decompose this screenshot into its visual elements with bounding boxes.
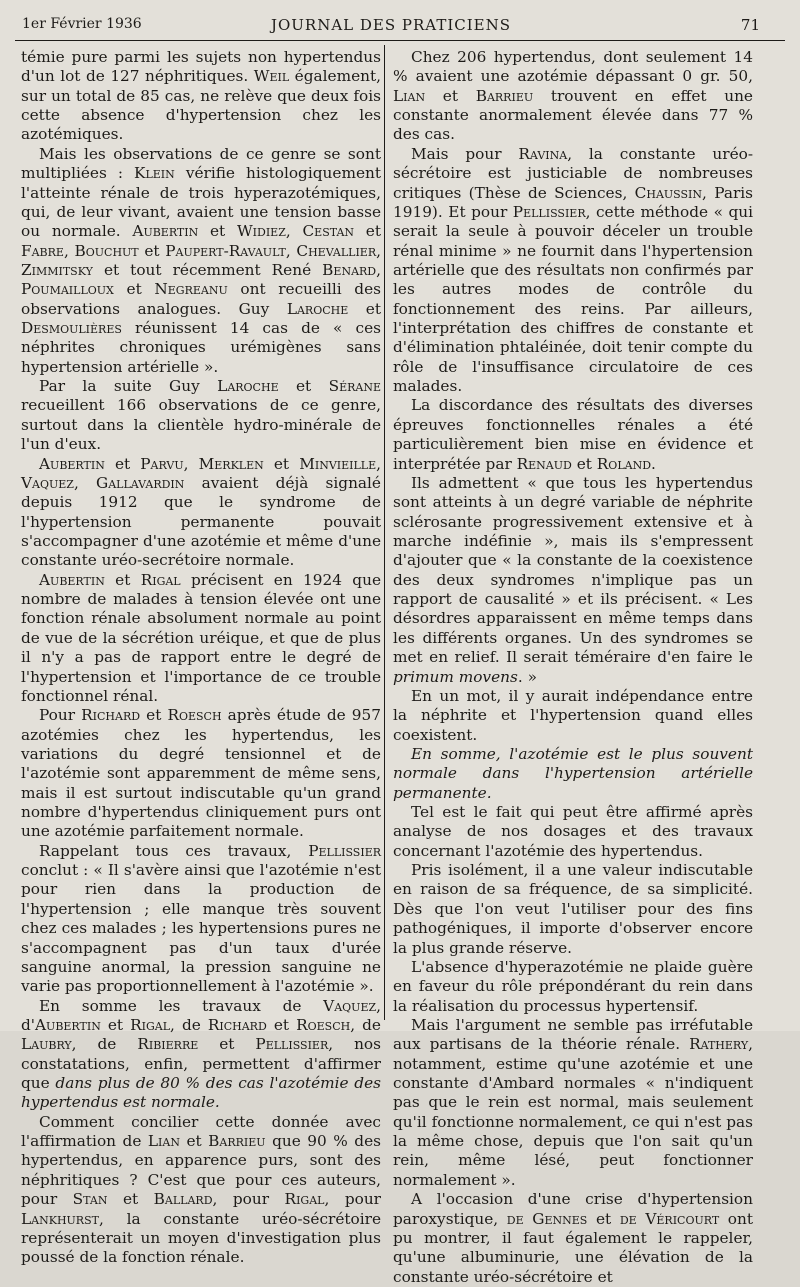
- text-run: et: [104, 570, 141, 589]
- paragraph: [393, 1190, 753, 1287]
- text-run: En un mot, il y aurait indépendance entre la néphrite et l'hypertension quand elles coexistent.: [393, 686, 753, 744]
- paragraph: [21, 706, 381, 842]
- text-run: L'absence d'hyperazotémie ne plaide guère en faveur du rôle prépondérant du rein dans la réalisation du processus hypertensif.: [393, 957, 753, 1015]
- emphasis-text: En somme, l'azotémie est le plus souvent normale dans l'hypertension artérielle permanente.: [393, 744, 753, 802]
- text-run: Pris isolément, il a une valeur indiscutable en raison de sa fréquence, de sa simplicité. Dès que l'on veut l'utiliser pour des fins pathogéniques, il importe d'observer encore la plus grande réserve.: [393, 861, 753, 957]
- author-name: Laroche: [286, 299, 349, 318]
- author-name: Rigal: [284, 1190, 325, 1209]
- emphasis-text: dans plus de 80 % des cas l'azotémie des hypertendus est normale.: [21, 1074, 381, 1112]
- text-run: ,: [73, 473, 97, 492]
- text-run: et: [140, 706, 168, 725]
- header-rule: [15, 40, 785, 41]
- text-run: , cette méthode « qui serait la seule à pouvoir déceler un trouble rénal minime » ne fournit dans l'hypertension artérielle que des résultats non confirmés par les autres modes de contrôle du fonctionnement des reins. Par ailleurs, l'interprétation des chiffres de constante et d'élimination phtaléinée, doit tenir compte du rôle de l'insuffisance circulatoire de ces malades.: [393, 202, 754, 396]
- paragraph: [21, 48, 381, 145]
- text-run: Pour: [39, 706, 82, 725]
- author-name: Stan: [72, 1190, 108, 1209]
- paragraph: [393, 803, 753, 861]
- text-run: , d': [21, 996, 381, 1034]
- paragraph: [21, 842, 381, 997]
- text-run: ont recueilli des observations analogues. Guy: [21, 280, 381, 318]
- text-run: et: [138, 241, 166, 260]
- author-name: Aubertin: [35, 1015, 101, 1034]
- text-run: Rappelant tous ces travaux,: [39, 841, 309, 860]
- text-run: ,: [376, 241, 381, 260]
- author-name: Gallavardin: [96, 473, 185, 492]
- author-name: Widiez: [236, 222, 286, 241]
- text-run: conclut : « Il s'avère ainsi que l'azotémie n'est pour rien dans la production de l'hypertension ; elle manque très souvent chez ces malades ; les hypertensions pures ne s'accompagnent pas d'un taux d'urée sanguine anormal, la pression sanguine ne varie pas proportionnellement à l'azotémie ».: [21, 861, 381, 996]
- paragraph: [21, 997, 381, 1113]
- text-run: et: [278, 377, 329, 396]
- author-name: de Véricourt: [619, 1209, 720, 1228]
- paragraph: [393, 396, 753, 473]
- text-run: Par la suite Guy: [39, 377, 218, 396]
- text-run: et: [587, 1209, 620, 1228]
- text-run: et: [113, 280, 155, 299]
- author-name: Sérane: [328, 377, 381, 396]
- author-name: Roesch: [167, 706, 222, 725]
- text-run: témie pure parmi les sujets non hypertendus d'un lot de 127 néphritiques.: [21, 48, 381, 86]
- journal-title: JOURNAL DES PRATICIENS: [270, 16, 512, 34]
- author-name: Pellissier: [512, 202, 586, 221]
- text-run: après étude de 957 azotémies chez les hypertendus, les variations du degré tensionnel et de l'azotémie sont apparemment de même sens, mais il est surtout indiscutable qu'un grand nombre d'hypertendus cliniquement purs ont une azotémie parfaitement normale.: [21, 706, 381, 841]
- text-run: ,: [183, 454, 199, 473]
- author-name: Paupert-Ravault: [165, 241, 286, 260]
- author-name: Ravina: [518, 144, 568, 163]
- author-name: Ballard: [153, 1190, 213, 1209]
- text-run: Mais pour: [411, 144, 519, 163]
- author-name: Richard: [81, 706, 141, 725]
- paragraph: [21, 1113, 381, 1268]
- author-name: Zimmitsky: [21, 260, 93, 279]
- text-run: La discordance des résultats des diverses épreuves fonctionnelles rénales a été particulièrement bien mise en évidence et interprétée par: [393, 396, 753, 473]
- text-run: trouvent en effet une constante anormalement élevée dans 77 % des cas.: [393, 86, 753, 144]
- paragraph: [21, 145, 381, 377]
- text-run: , notamment, estime qu'une azotémie et une constante d'Ambard normales « n'indiquent pas que le rein est normal, mais seulement qu'il fonctionne normalement, ce qui n'est pas la même chose, depuis que l'on sait qu'un rein, même lésé, peut fonctionner normalement ».: [393, 1035, 753, 1189]
- column-divider: [384, 45, 385, 1020]
- author-name: Minvieille: [299, 454, 377, 473]
- author-name: Richard: [207, 1015, 267, 1034]
- text-run: et: [348, 299, 382, 318]
- author-name: Barrieu: [475, 86, 534, 105]
- text-run: Mais l'argument ne semble pas irréfutable aux partisans de la théorie rénale.: [393, 1015, 753, 1054]
- author-name: Lankhurst: [21, 1209, 99, 1228]
- author-name: Pellissier: [255, 1035, 329, 1054]
- text-run: et: [425, 86, 476, 105]
- author-name: Roland: [596, 454, 652, 473]
- text-run: réunissent 14 cas de « ces néphrites chroniques urémigènes sans hypertension artérielle ».: [21, 319, 381, 376]
- author-name: Lian: [393, 86, 426, 105]
- author-name: Fabre: [21, 241, 64, 260]
- text-run: Mais les observations de ce genre se sont multipliées :: [21, 144, 381, 183]
- paragraph: [21, 571, 381, 707]
- text-run: et: [198, 222, 237, 241]
- text-run: , Paris 1919). Et pour: [393, 183, 753, 221]
- author-name: Chaussin: [634, 183, 703, 202]
- paragraph: [393, 958, 753, 1016]
- emphasis-text: primum movens: [393, 667, 518, 686]
- text-run: vérifie histologiquement l'atteinte rénale de trois hyperazotémiques, qui, de leur vivant, avaient une tension basse ou normale.: [21, 164, 381, 241]
- author-name: Ribierre: [137, 1035, 199, 1054]
- author-name: Vaquez: [323, 996, 377, 1015]
- text-run: Tel est le fait qui peut être affirmé après analyse de nos dosages et des travaux concernant l'azotémie des hypertendus.: [393, 803, 753, 860]
- text-run: , de: [71, 1035, 138, 1054]
- text-run: Ils admettent « que tous les hypertendus sont atteints à un degré variable de néphrite sclérosante progressivement extensive et à marche indéfinie », mais ils s'empressent d'ajouter que « la constante de la coexistence des deux syndromes n'implique pas un rapport de causalité » et ils précisent. « Les désordres apparaissent en même temps dans les différents organes. Un des syndromes se met en relief. Il serait téméraire d'en faire le: [393, 473, 753, 667]
- text-run: ,: [376, 454, 381, 473]
- author-name: Rathery: [689, 1035, 749, 1054]
- right-column: [393, 48, 753, 1287]
- author-name: Rigal: [140, 570, 181, 589]
- author-name: Pellissier: [308, 841, 381, 860]
- text-run: .: [651, 454, 656, 473]
- page-header: [22, 12, 760, 34]
- text-run: . »: [517, 667, 537, 686]
- author-name: Roesch: [296, 1015, 351, 1034]
- author-name: Parvu: [140, 454, 184, 473]
- author-name: Aubertin: [39, 454, 105, 473]
- paragraph: [21, 377, 381, 454]
- text-run: , la constante uréo-sécrétoire est justiciable de nombreuses critiques (Thèse de Sciences,: [393, 144, 754, 202]
- text-run: et: [100, 1015, 131, 1034]
- text-run: , de: [170, 1015, 208, 1034]
- text-run: ,: [376, 260, 381, 279]
- text-run: , pour: [212, 1190, 285, 1209]
- paragraph: [393, 1016, 753, 1190]
- text-run: Comment concilier cette donnée avec l'affirmation de: [21, 1112, 381, 1151]
- text-run: et: [198, 1035, 256, 1054]
- author-name: Benard: [322, 260, 377, 279]
- author-name: Barrieu: [208, 1132, 266, 1151]
- paragraph: [393, 474, 753, 687]
- text-run: également, sur un total de 85 cas, ne relève que deux fois cette absence d'hypertension chez les azotémiques.: [21, 67, 381, 144]
- text-run: ,: [285, 241, 297, 260]
- paragraph: [393, 48, 753, 145]
- author-name: Laubry: [21, 1035, 72, 1054]
- author-name: Poumailloux: [21, 280, 114, 299]
- text-run: , nos constatations, enfin, permettent d'affirmer que: [21, 1035, 381, 1093]
- issue-date: 1er Février 1936: [22, 16, 142, 32]
- paragraph: [21, 455, 381, 571]
- author-name: Klein: [134, 164, 175, 183]
- paragraph: [393, 145, 753, 397]
- text-run: et: [263, 454, 300, 473]
- author-name: Bouchut: [74, 241, 139, 260]
- text-run: A l'occasion d'une crise d'hypertension paroxystique,: [393, 1190, 753, 1228]
- text-run: et: [179, 1132, 209, 1151]
- text-run: Chez 206 hypertendus, dont seulement 14 % avaient une azotémie dépassant 0 gr. 50,: [393, 48, 753, 86]
- author-name: Merklen: [198, 454, 264, 473]
- author-name: Lian: [147, 1132, 180, 1151]
- text-run: et: [104, 454, 141, 473]
- paragraph: [393, 745, 753, 803]
- author-name: de Gennes: [506, 1209, 588, 1228]
- text-run: ,: [63, 241, 75, 260]
- text-run: avaient déjà signalé depuis 1912 que le syndrome de l'hypertension permanente pouvait s'accompagner d'une azotémie et même d'une constante uréo-secrétoire normale.: [21, 473, 381, 570]
- author-name: Renaud: [516, 454, 572, 473]
- author-name: Aubertin: [39, 570, 105, 589]
- author-name: Cestan: [302, 222, 355, 241]
- text-run: recueillent 166 observations de ce genre, surtout dans la clientèle hydro-minérale de l'un d'eux.: [21, 396, 381, 454]
- author-name: Rigal: [130, 1015, 171, 1034]
- paragraph: [393, 687, 753, 745]
- text-run: En somme les travaux de: [39, 996, 324, 1015]
- text-run: , pour: [324, 1190, 381, 1209]
- text-run: et tout récemment René: [92, 260, 323, 279]
- text-run: et: [107, 1190, 154, 1209]
- paragraph: [393, 861, 753, 958]
- text-run: et: [571, 454, 597, 473]
- text-run: et: [354, 222, 382, 241]
- author-name: Desmoulières: [21, 319, 122, 338]
- page-number: 71: [740, 16, 760, 34]
- author-name: Aubertin: [132, 222, 199, 241]
- text-run: ,: [285, 222, 303, 241]
- author-name: Vaquez: [21, 473, 74, 492]
- text-run: ont pu montrer, il faut également le rappeler, qu'une albuminurie, une élévation de la constante uréo-sécrétoire et: [393, 1209, 754, 1286]
- author-name: Laroche: [217, 377, 279, 396]
- text-run: que 90 % des hypertendus, en apparence purs, sont des néphritiques ? C'est que pour ces auteurs, pour: [21, 1132, 381, 1209]
- author-name: Chevallier: [296, 241, 377, 260]
- text-run: , la constante uréo-sécrétoire représenterait un moyen d'investigation plus poussé de la fonction rénale.: [21, 1209, 381, 1267]
- text-run: précisent en 1924 que nombre de malades à tension élevée ont une fonction rénale absolument normale au point de vue de la sécrétion uréique, et que de plus il n'y a pas de rapport entre le degré de l'hypertension et l'importance de ce trouble fonctionnel rénal.: [21, 570, 381, 705]
- text-run: et: [266, 1015, 297, 1034]
- text-run: , de: [350, 1015, 381, 1034]
- author-name: Negreanu: [154, 280, 228, 299]
- author-name: Weil: [253, 67, 290, 86]
- left-column: [21, 48, 381, 1268]
